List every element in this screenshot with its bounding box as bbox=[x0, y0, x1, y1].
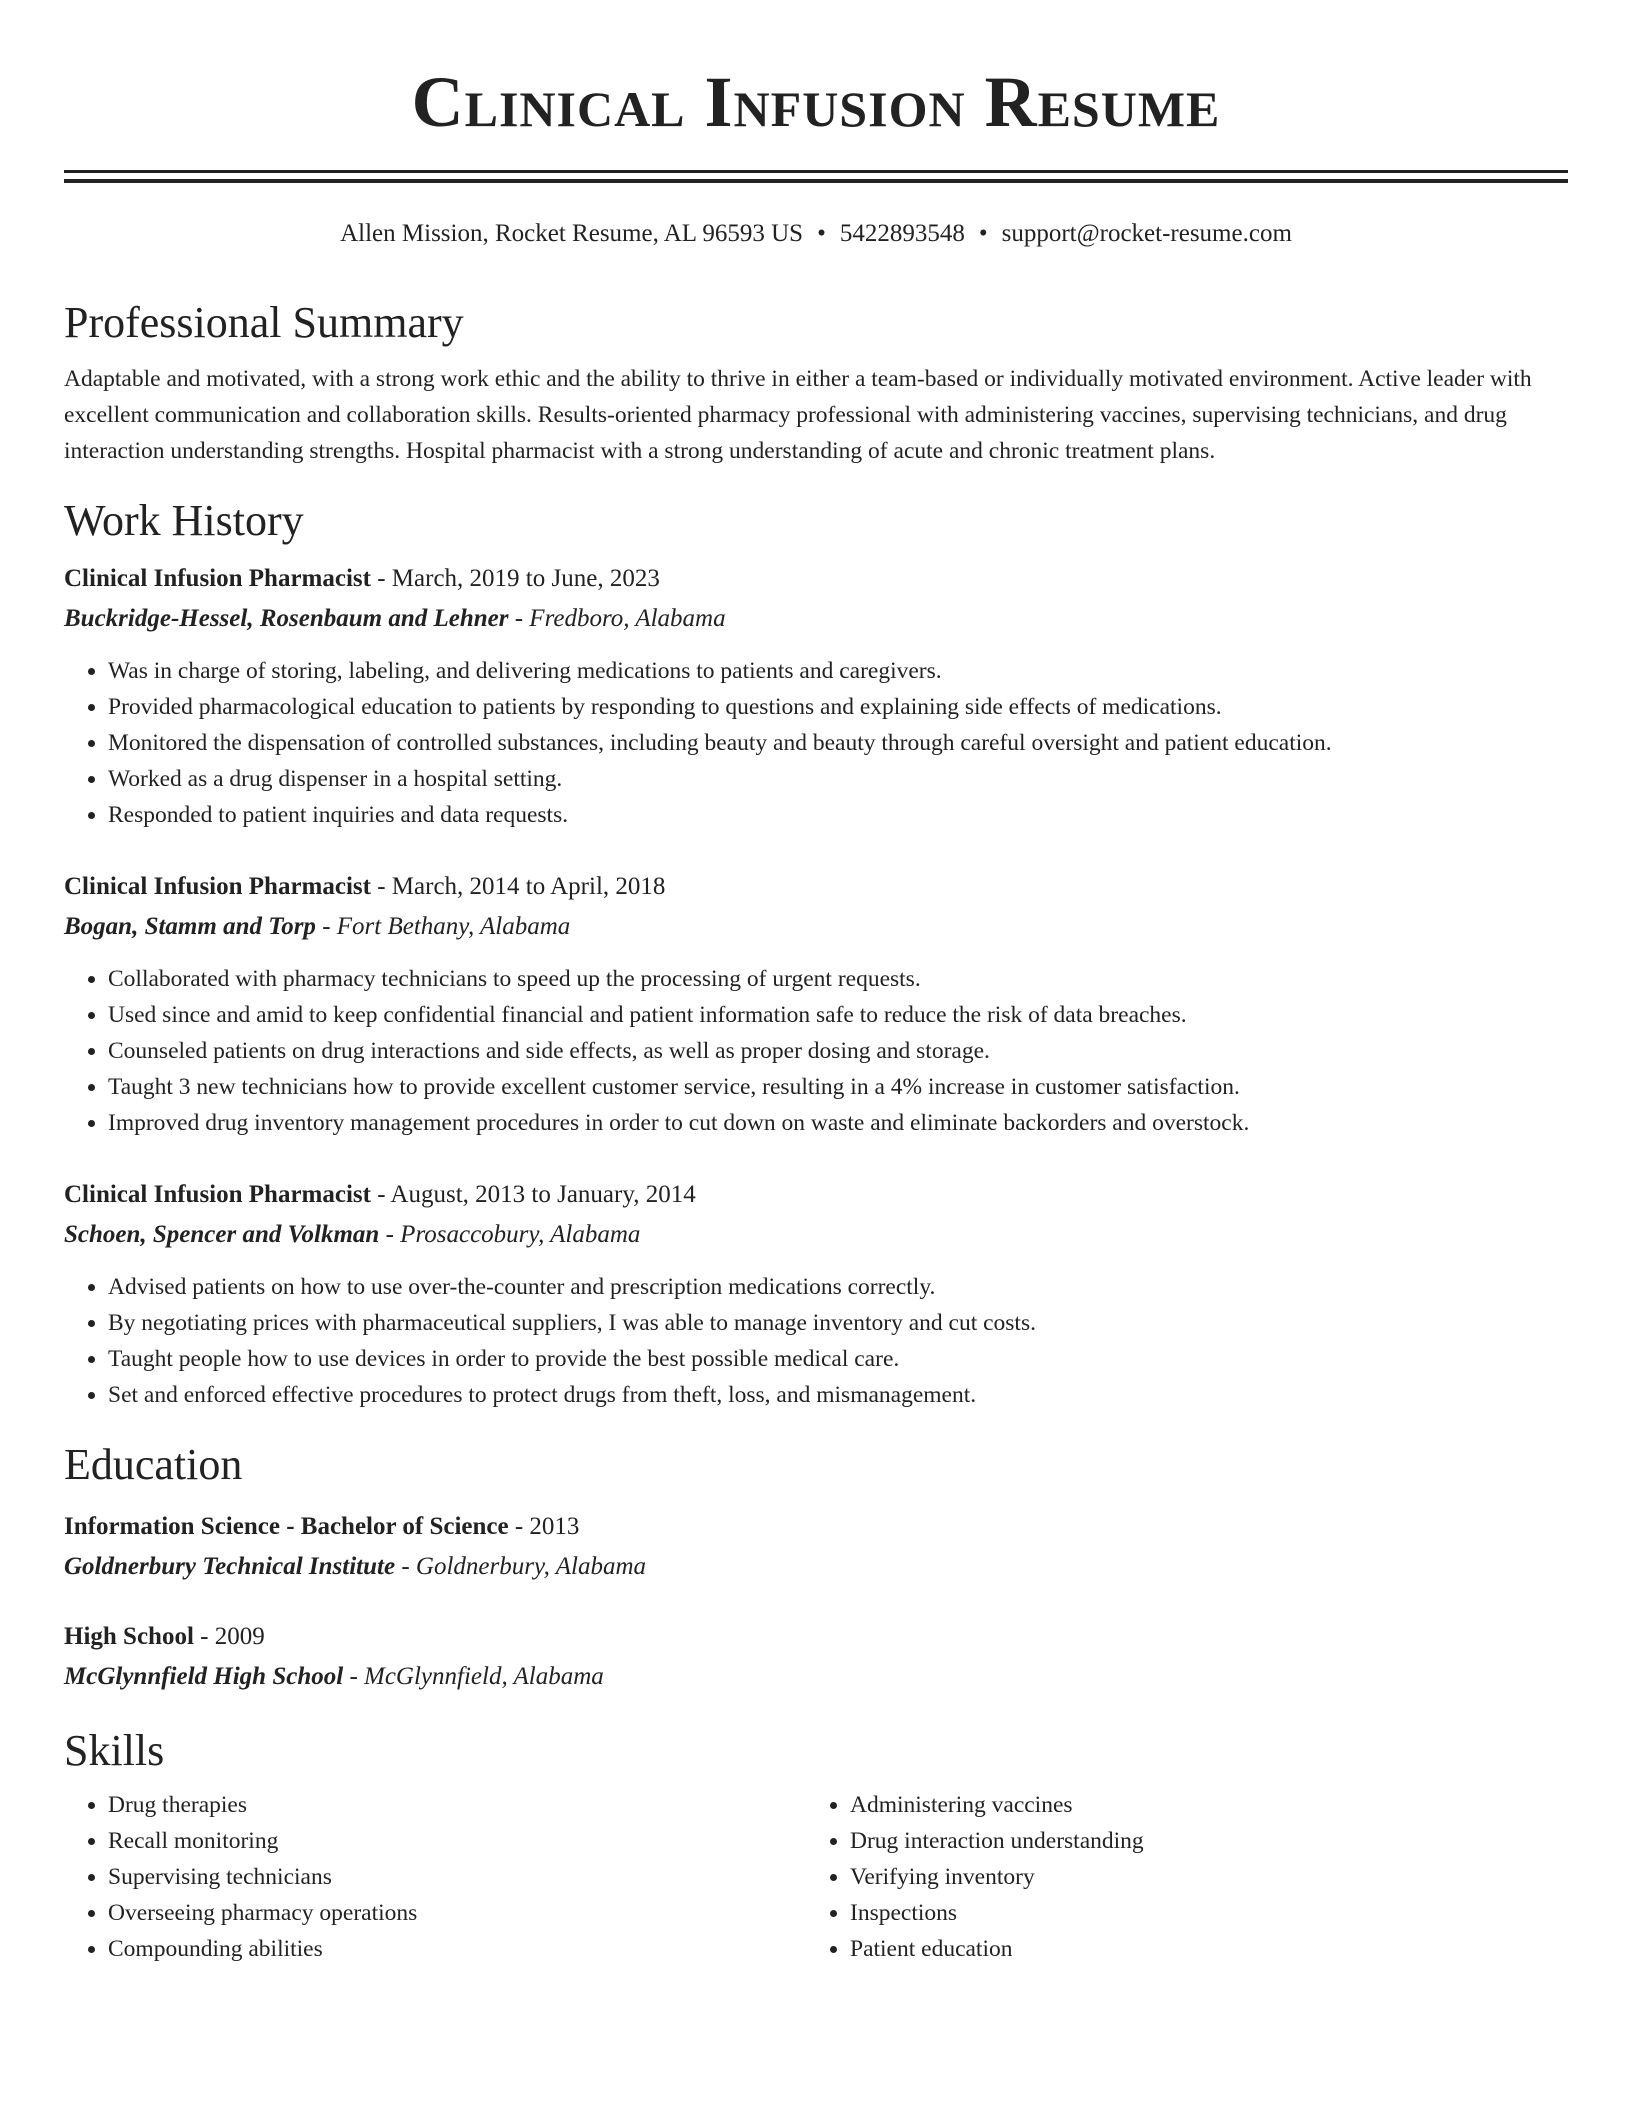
job-duty: • Taught people how to use devices in order to provide the best possible medical care. bbox=[108, 1341, 1568, 1377]
education-school: McGlynnfield High School bbox=[64, 1663, 344, 1690]
contact-separator: • bbox=[817, 220, 826, 247]
job-duty: • Improved drug inventory management procedures in order to cut down on waste and eliminate backorders and overstock. bbox=[108, 1105, 1568, 1141]
job-duty: • By negotiating prices with pharmaceutical suppliers, I was able to manage inventory and cut costs. bbox=[108, 1305, 1568, 1341]
job-duties bbox=[64, 961, 1568, 1141]
job-duty: • Used since and amid to keep confidential financial and patient information safe to reduce the risk of data breaches. bbox=[108, 997, 1568, 1033]
job-location: - Fort Bethany, Alabama bbox=[315, 913, 571, 940]
job-entry bbox=[64, 867, 1568, 1141]
skill-item: • Verifying inventory bbox=[850, 1859, 1548, 1895]
skills-column-left bbox=[64, 1787, 806, 1967]
job-duty: • Counseled patients on drug interactions and side effects, as well as proper dosing and storage. bbox=[108, 1033, 1568, 1069]
education-year: - 2009 bbox=[193, 1623, 265, 1650]
job-duty: • Provided pharmacological education to patients by responding to questions and explaining side effects of medications. bbox=[108, 689, 1568, 725]
job-duty: • Worked as a drug dispenser in a hospital setting. bbox=[108, 761, 1568, 797]
skill-item: • Drug interaction understanding bbox=[850, 1823, 1548, 1859]
job-company-line bbox=[64, 599, 1568, 639]
job-title: Clinical Infusion Pharmacist bbox=[64, 565, 371, 592]
education-degree: High School bbox=[64, 1623, 194, 1650]
education-degree: Information Science - Bachelor of Science bbox=[64, 1513, 509, 1540]
job-company: Schoen, Spencer and Volkman bbox=[64, 1221, 380, 1248]
education-year: - 2013 bbox=[508, 1513, 580, 1540]
job-duty: • Set and enforced effective procedures to protect drugs from theft, loss, and mismanagement. bbox=[108, 1377, 1568, 1413]
resume-title: Clinical Infusion Resume bbox=[411, 62, 1221, 142]
skills-list bbox=[64, 1787, 1568, 1967]
education-degree-line bbox=[64, 1507, 1568, 1547]
education-heading: Education bbox=[64, 1440, 243, 1489]
job-duties bbox=[64, 653, 1568, 833]
job-company-line bbox=[64, 907, 1568, 947]
job-location: - Prosaccobury, Alabama bbox=[379, 1221, 641, 1248]
job-title-line bbox=[64, 867, 1568, 907]
skill-item: • Inspections bbox=[850, 1895, 1548, 1931]
skill-item: • Recall monitoring bbox=[108, 1823, 806, 1859]
work-history-heading: Work History bbox=[64, 496, 304, 545]
resume-page bbox=[64, 60, 1568, 1967]
job-duty: • Advised patients on how to use over-the-counter and prescription medications correctly. bbox=[108, 1269, 1568, 1305]
job-duty: • Monitored the dispensation of controlled substances, including beauty and beauty through careful oversight and patient education. bbox=[108, 725, 1568, 761]
summary-heading: Professional Summary bbox=[64, 298, 464, 347]
job-duty: • Was in charge of storing, labeling, and delivering medications to patients and caregivers. bbox=[108, 653, 1568, 689]
education-location: - Goldnerbury, Alabama bbox=[395, 1553, 646, 1580]
education-entry bbox=[64, 1507, 1568, 1587]
job-company: Buckridge-Hessel, Rosenbaum and Lehner bbox=[64, 605, 509, 632]
contact-email: support@rocket-resume.com bbox=[1001, 220, 1292, 247]
job-title: Clinical Infusion Pharmacist bbox=[64, 873, 371, 900]
job-entry bbox=[64, 1175, 1568, 1413]
education-school-line bbox=[64, 1657, 1568, 1697]
job-duty: • Taught 3 new technicians how to provide excellent customer service, resulting in a 4% increase in customer satisfaction. bbox=[108, 1069, 1568, 1105]
skill-item: • Compounding abilities bbox=[108, 1931, 806, 1967]
contact-address: Allen Mission, Rocket Resume, AL 96593 US bbox=[340, 220, 804, 247]
education-school: Goldnerbury Technical Institute bbox=[64, 1553, 396, 1580]
job-dates: - March, 2014 to April, 2018 bbox=[370, 873, 666, 900]
education-entry bbox=[64, 1617, 1568, 1697]
education-degree-line bbox=[64, 1617, 1568, 1657]
job-location: - Fredboro, Alabama bbox=[508, 605, 726, 632]
contact-line bbox=[64, 217, 1568, 251]
job-title-line bbox=[64, 1175, 1568, 1215]
education-location: - McGlynnfield, Alabama bbox=[343, 1663, 604, 1690]
title-divider-top bbox=[64, 170, 1568, 173]
job-dates: - August, 2013 to January, 2014 bbox=[370, 1181, 696, 1208]
job-entry bbox=[64, 559, 1568, 833]
job-company: Bogan, Stamm and Torp bbox=[64, 913, 316, 940]
skill-item: • Supervising technicians bbox=[108, 1859, 806, 1895]
job-duties bbox=[64, 1269, 1568, 1413]
job-duty: • Responded to patient inquiries and data requests. bbox=[108, 797, 1568, 833]
skills-heading: Skills bbox=[64, 1726, 165, 1775]
skill-item: • Administering vaccines bbox=[850, 1787, 1548, 1823]
summary-text: Adaptable and motivated, with a strong work ethic and the ability to thrive in either a team-based or individually motivated environment. Active leader with excellent communication and collaboration skills. Results-oriented pharmacy professional with administering vaccines, supervising technicians, and drug interaction understanding strengths. Hospital pharmacist with a strong understanding of acute and chronic treatment plans. bbox=[64, 366, 1532, 464]
skill-item: • Drug therapies bbox=[108, 1787, 806, 1823]
job-duty: • Collaborated with pharmacy technicians to speed up the processing of urgent requests. bbox=[108, 961, 1568, 997]
contact-phone: 5422893548 bbox=[839, 220, 965, 247]
skill-item: • Patient education bbox=[850, 1931, 1548, 1967]
skill-item: • Overseeing pharmacy operations bbox=[108, 1895, 806, 1931]
job-title: Clinical Infusion Pharmacist bbox=[64, 1181, 371, 1208]
title-divider-bottom bbox=[64, 179, 1568, 183]
job-company-line bbox=[64, 1215, 1568, 1255]
education-school-line bbox=[64, 1547, 1568, 1587]
skills-column-right bbox=[806, 1787, 1548, 1967]
job-title-line bbox=[64, 559, 1568, 599]
job-dates: - March, 2019 to June, 2023 bbox=[370, 565, 660, 592]
contact-separator: • bbox=[978, 220, 988, 247]
